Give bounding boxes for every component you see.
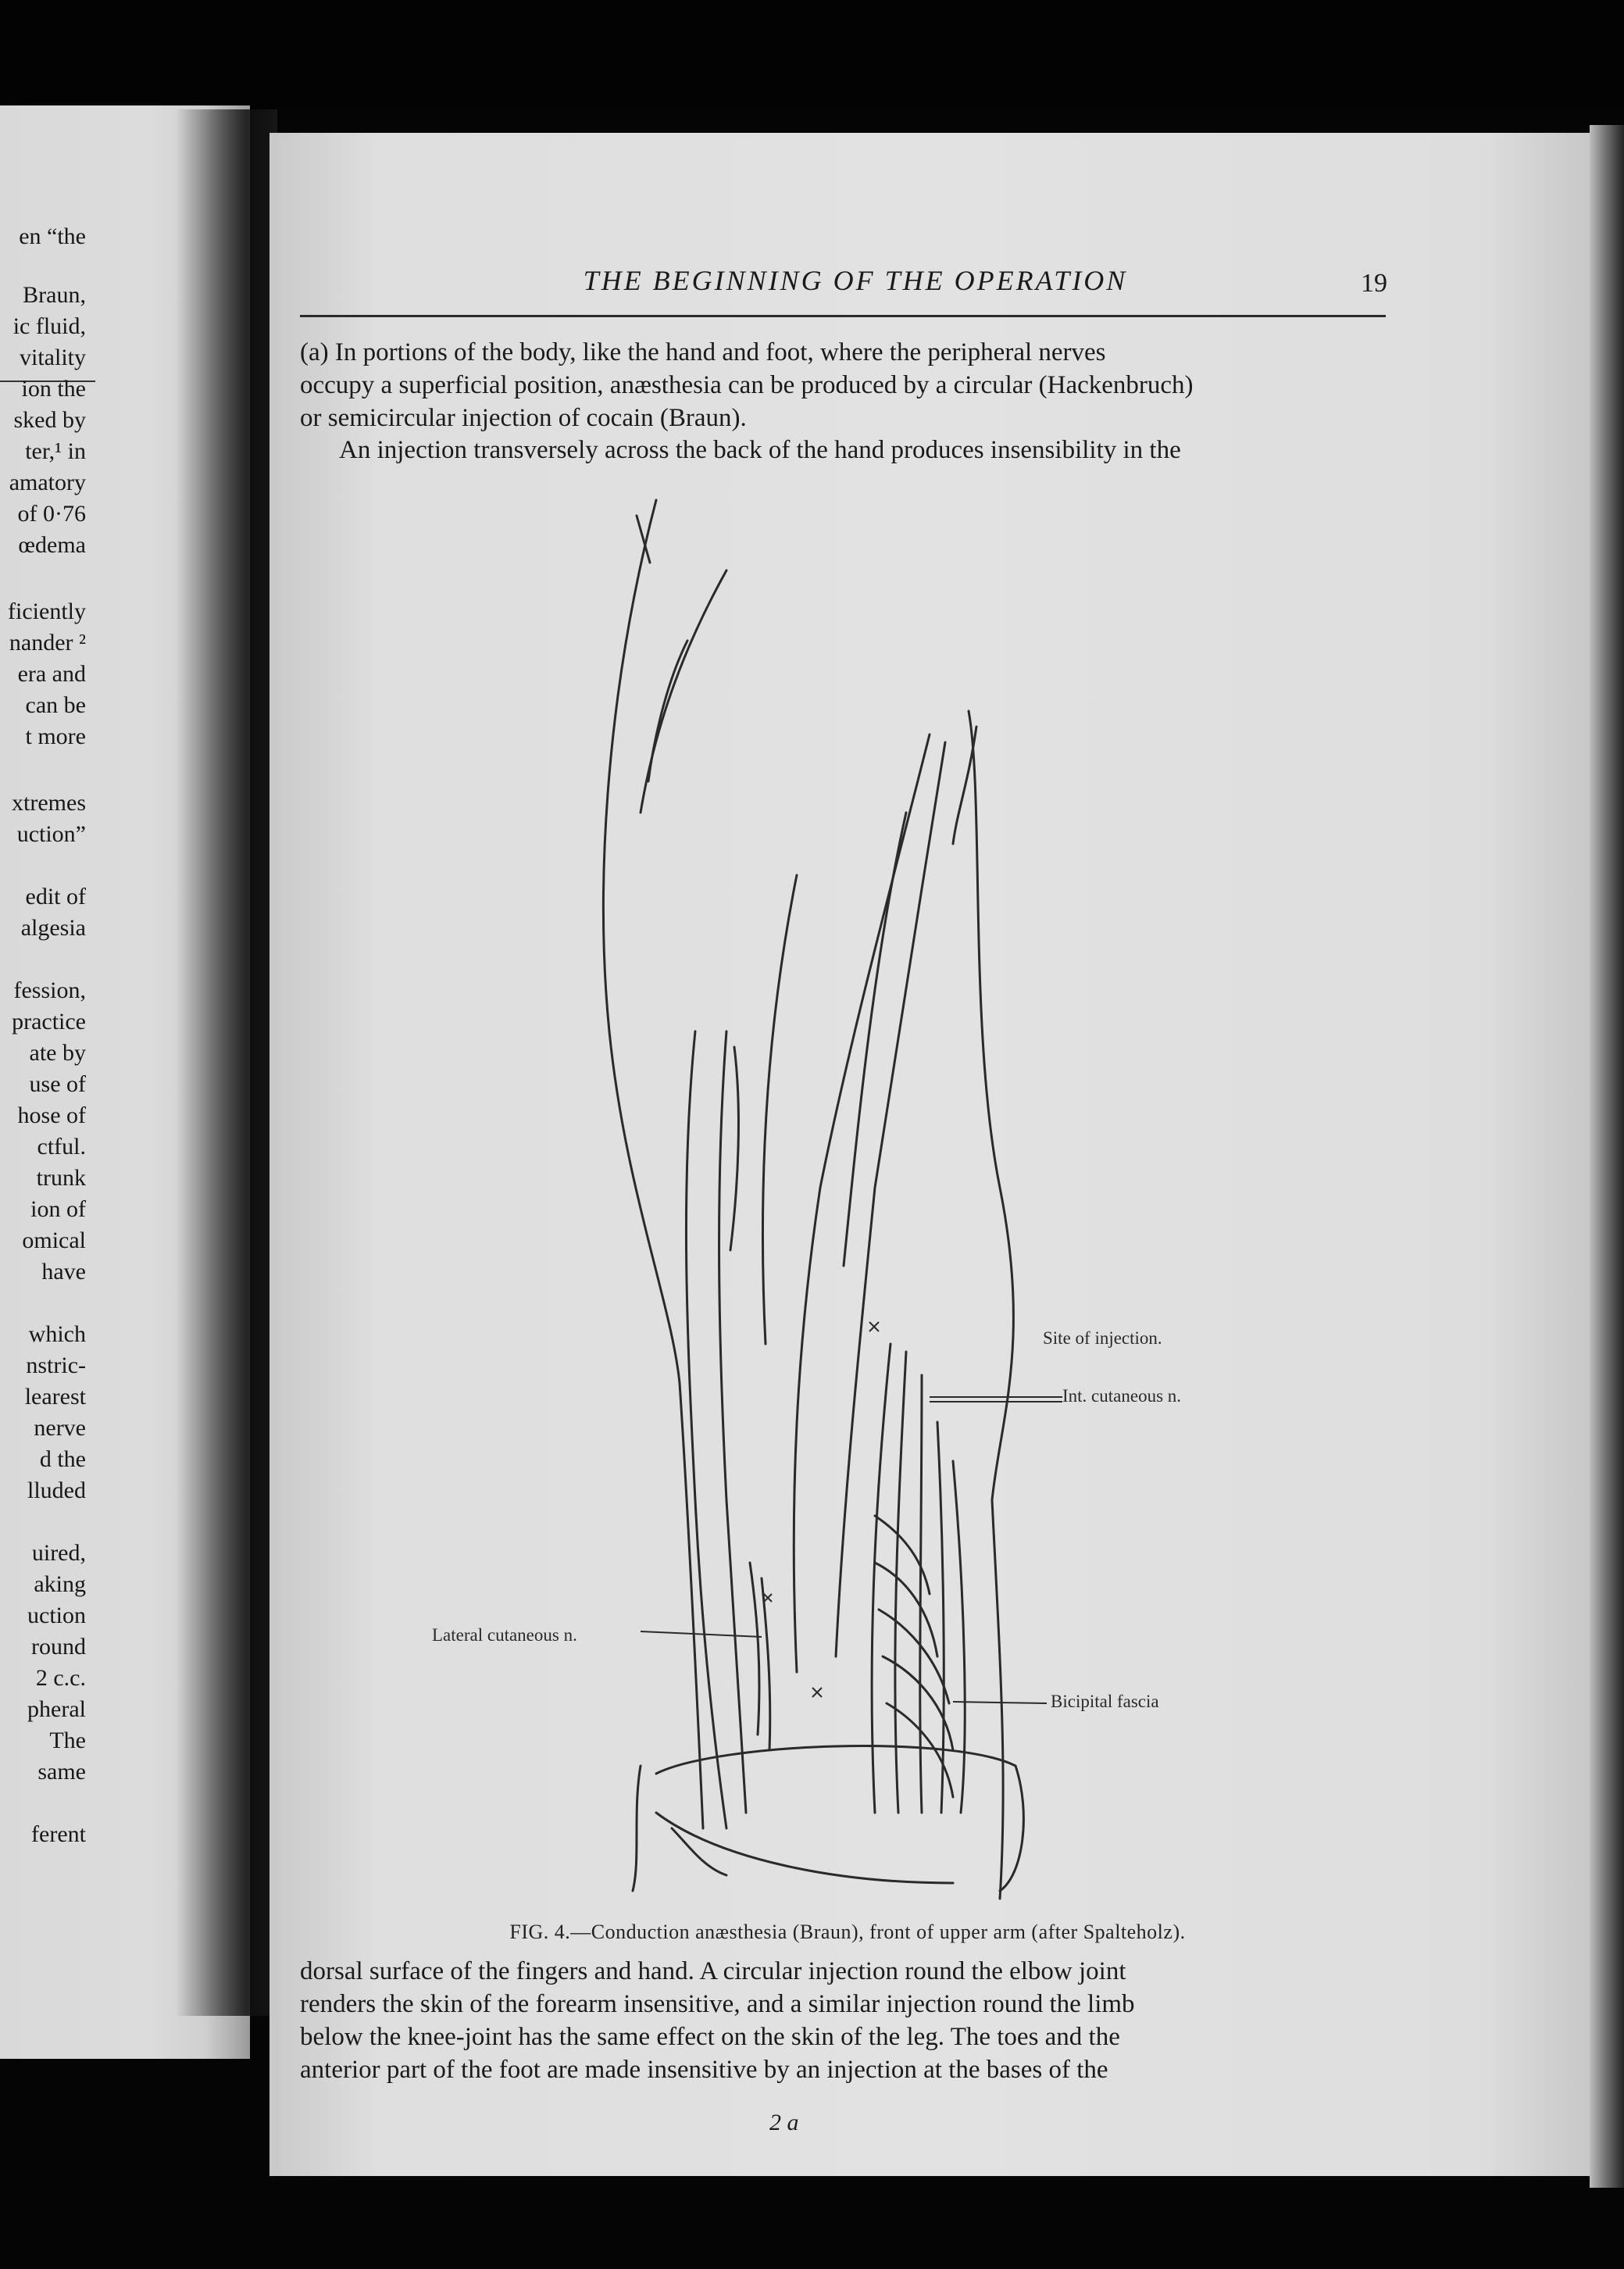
left-page-line: algesia [20, 915, 86, 941]
left-page-line: ctful. [37, 1134, 86, 1160]
left-page-line: round [31, 1634, 86, 1660]
left-page-line: nstric- [26, 1352, 86, 1378]
left-page-line: use of [29, 1071, 86, 1097]
left-page-line: trunk [36, 1165, 86, 1191]
left-page-line: ate by [29, 1040, 86, 1066]
paragraph-line: occupy a superficial position, anæsthesia can be produced by a circular (Hackenbruch) [300, 371, 1194, 399]
left-page-line: have [41, 1259, 86, 1285]
paragraph-1 [300, 336, 1386, 434]
left-page-line: edit of [25, 884, 86, 909]
left-page-line: vitality [20, 345, 86, 370]
paragraph-3 [300, 1955, 1386, 2086]
book-gutter-shadow [176, 109, 277, 2016]
running-title: THE BEGINNING OF THE OPERATION [583, 265, 1128, 296]
left-page-line: ficiently [8, 599, 86, 624]
left-page-line: same [37, 1759, 86, 1785]
left-page-line: lluded [27, 1478, 86, 1503]
left-page-line: t more [25, 724, 86, 749]
left-page-line: hose of [17, 1102, 86, 1128]
paragraph-line: or semicircular injection of cocain (Braun). [300, 404, 747, 432]
paragraph-line: dorsal surface of the fingers and hand. A circular injection round the elbow joint [300, 1957, 1126, 1985]
label-bicipital-fascia: Bicipital fascia [1051, 1692, 1159, 1711]
paragraph-line: below the knee-joint has the same effect on the skin of the leg. The toes and the [300, 2023, 1120, 2051]
paragraph-line: An injection transversely across the back of the hand produces insensibility in the [339, 436, 1181, 464]
left-page-line: uction [27, 1603, 86, 1628]
scan-background-top [0, 0, 1624, 109]
signature-mark: 2 a [769, 2110, 799, 2135]
left-page-line: aking [34, 1571, 86, 1597]
left-page-line: can be [25, 692, 86, 718]
left-page-line: fession, [13, 977, 86, 1003]
left-page-line: d the [39, 1446, 86, 1472]
left-page-line: nerve [34, 1415, 86, 1441]
left-page-line: uired, [31, 1540, 86, 1566]
left-page-line: of 0·76 [17, 501, 86, 527]
left-page-line: ic fluid, [12, 313, 86, 339]
paragraph-line: anterior part of the foot are made insensitive by an injection at the bases of the [300, 2056, 1108, 2084]
left-page-line: omical [22, 1227, 86, 1253]
left-page-line: learest [24, 1384, 86, 1410]
left-page-line: xtremes [12, 790, 86, 816]
label-lateral-cutaneous: Lateral cutaneous n. [432, 1625, 577, 1645]
left-page-line: uction” [16, 821, 86, 847]
left-page-line: ion the [21, 376, 86, 402]
figure-caption: FIG. 4.—Conduction anæsthesia (Braun), front of upper arm (after Spalteholz). [509, 1921, 1186, 1943]
left-page-line: pheral [27, 1696, 86, 1722]
page-edge [1590, 125, 1624, 2188]
paragraph-line: (a) In portions of the body, like the hand and foot, where the peripheral nerves [300, 338, 1106, 366]
label-int-cutaneous: Int. cutaneous n. [1062, 1386, 1182, 1406]
page-number: 19 [1361, 269, 1387, 298]
left-page-line: sked by [13, 407, 86, 433]
left-page-line: ter,¹ in [25, 438, 86, 464]
left-page-line: era and [17, 661, 86, 687]
left-page-line: 2 c.c. [35, 1665, 86, 1691]
header-rule [300, 315, 1386, 317]
label-site-of-injection: Site of injection. [1043, 1328, 1162, 1348]
paragraph-line: renders the skin of the forearm insensitive, and a similar injection round the limb [300, 1990, 1135, 2018]
left-page-line: œdema [18, 532, 86, 558]
left-page-line: nander ² [9, 630, 86, 656]
left-page-line: The [49, 1728, 86, 1753]
arm-anatomy-illustration [562, 484, 1281, 1914]
left-page-line: Braun, [23, 282, 86, 308]
left-page-line: ion of [30, 1196, 86, 1222]
left-page-line: amatory [9, 470, 86, 495]
left-page-line: which [28, 1321, 86, 1347]
left-page-line: practice [12, 1009, 86, 1034]
paragraph-2 [300, 434, 1386, 466]
left-page-line: en “the [19, 223, 86, 249]
left-page-line: ferent [31, 1821, 86, 1847]
